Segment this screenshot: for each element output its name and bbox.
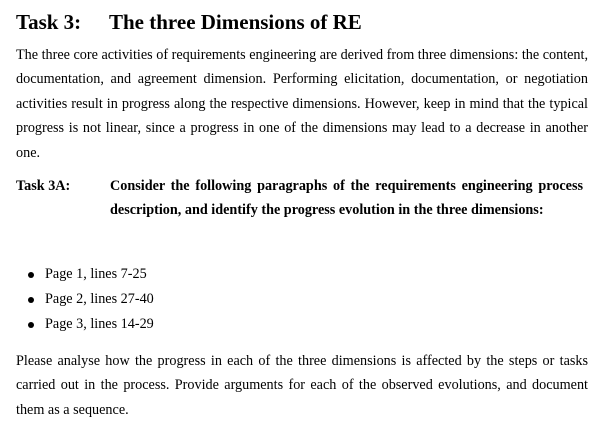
- list-item: [16, 262, 416, 287]
- list-item-text: Page 1, lines 7-25: [45, 266, 147, 282]
- intro-paragraph: [16, 43, 588, 165]
- intro-line: negotiation activities result in progress along the respective dimensions. However, keep in mind: [16, 71, 588, 112]
- task-title: The three Dimensions of RE: [109, 10, 362, 34]
- intro-line: content, documentation, and agreement dimension. Performing elicitation, documentation, or: [16, 47, 589, 88]
- closing-paragraph: [16, 349, 588, 422]
- subtask-number: Task 3A:: [16, 178, 71, 194]
- list-item-text: Page 2, lines 27-40: [45, 291, 154, 308]
- list-item: [16, 287, 416, 312]
- page-reference-list: [16, 262, 416, 338]
- bullet-icon: [28, 297, 34, 303]
- closing-line: carried out in the process. Provide arguments for each of the observed evolutions, and document: [16, 377, 588, 394]
- bullet-icon: [28, 322, 34, 328]
- subtask-instruction: [110, 174, 583, 223]
- closing-line: Please analyse how the progress in each of the three dimensions is affected by the steps or tasks: [16, 353, 588, 369]
- intro-line: that the typical progress is not linear, since a progress in one of the dimensions may lead to a: [16, 95, 588, 137]
- subtask-line: Consider the following paragraphs of the requirements engineering: [110, 178, 533, 194]
- subtask-line: dimensions:: [471, 202, 544, 219]
- intro-line: The three core activities of requirements engineering are derived from three dimensions: the: [16, 47, 540, 63]
- task-heading: [16, 9, 591, 35]
- bullet-icon: [28, 272, 34, 278]
- intro-line: decrease in another one.: [16, 120, 589, 161]
- subtask-line: process description, and identify the progress evolution in the three: [110, 178, 584, 219]
- list-item: [16, 312, 416, 337]
- list-item-text: Page 3, lines 14-29: [45, 316, 154, 333]
- task-number: Task 3:: [16, 10, 82, 34]
- closing-line: them as a sequence.: [16, 401, 129, 418]
